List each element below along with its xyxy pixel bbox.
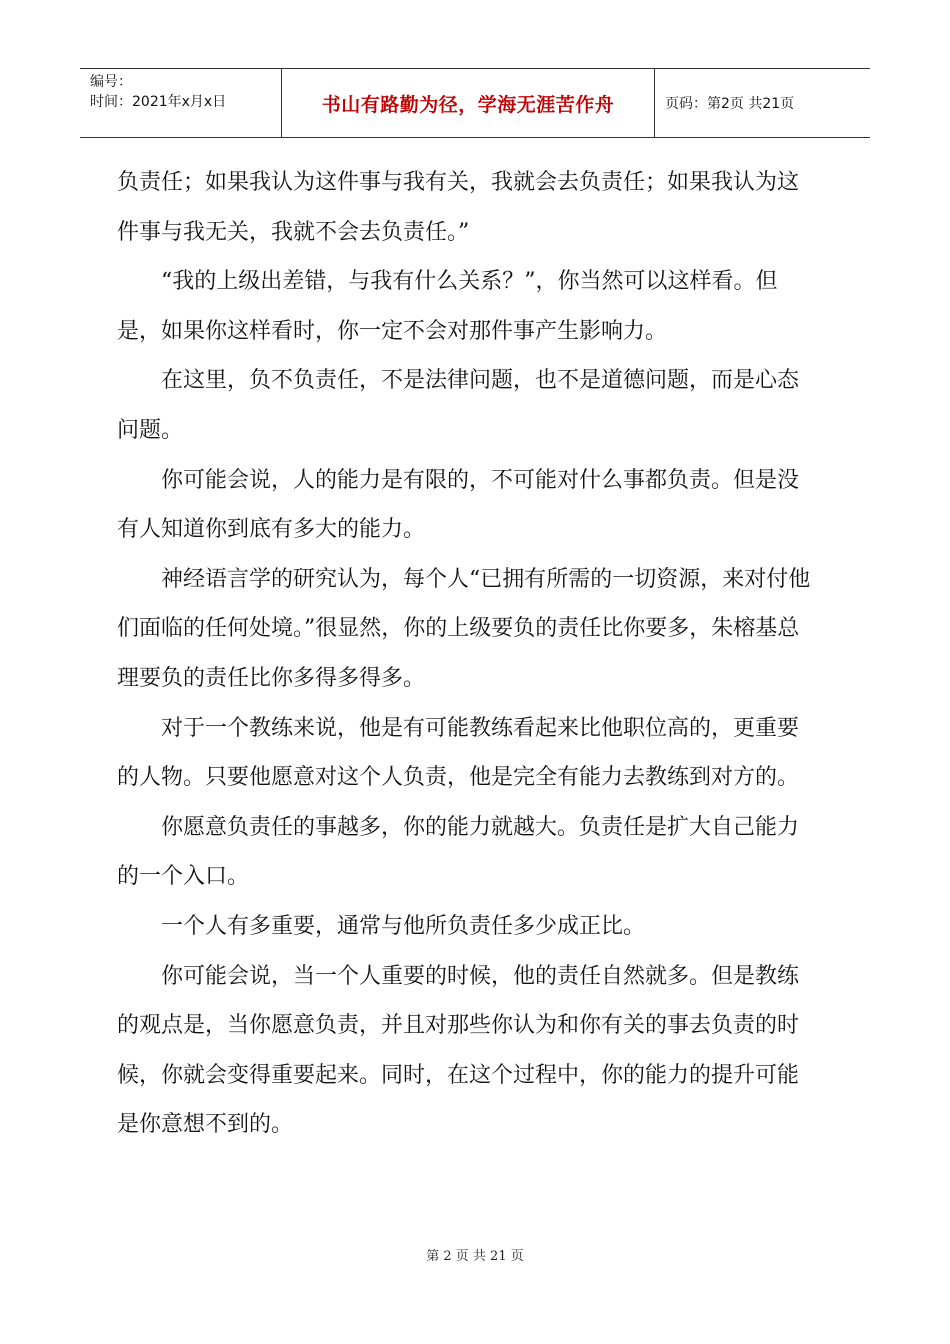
header-page-info: 页码：第2页 共21页 [665, 96, 795, 112]
paragraph-1: 负责任；如果我认为这件事与我有关，我就会去负责任；如果我认为这件事与我无关，我就不会去负责任。” [117, 170, 800, 245]
document-body [117, 158, 817, 1150]
paragraph-9: 你可能会说，当一个人重要的时候，他的责任自然就多。但是教练的观点是，当你愿意负责，并且对那些你认为和你有关的事去负责的时候，你就会变得重要起来。同时，在这个过程中，你的能力的提升可能是你意想不到的。 [117, 963, 800, 1138]
number-label: 编号： [90, 74, 132, 90]
paragraph-6: 对于一个教练来说，他是有可能教练看起来比他职位高的，更重要的人物。只要他愿意对这个人负责，他是完全有能力去教练到对方的。 [117, 715, 800, 791]
time-label: 时间：2021年x月x日 [90, 94, 227, 110]
paragraph-4: 你可能会说，人的能力是有限的，不可能对什么事都负责。但是没有人知道你到底有多大的能力。 [117, 467, 800, 543]
paragraph-8: 一个人有多重要，通常与他所负责任多少成正比。 [117, 913, 646, 939]
paragraph-5: 神经语言学的研究认为，每个人“已拥有所需的一切资源，来对付他们面临的任何处境。”很显然，你的上级要负的责任比你要多，朱榕基总理要负的责任比你多得多得多。 [117, 566, 811, 691]
paragraph-3: 在这里，负不负责任，不是法律问题，也不是道德问题，而是心态问题。 [117, 368, 800, 443]
page-footer: 第 2 页 共 21 页 [426, 1249, 524, 1264]
page-header [80, 68, 870, 138]
paragraph-7: 你愿意负责任的事越多，你的能力就越大。负责任是扩大自己能力的一个入口。 [117, 814, 800, 890]
header-meta [80, 69, 281, 137]
paragraph-2: “我的上级出差错，与我有什么关系？”，你当然可以这样看。但是，如果你这样看时，你一定不会对那件事产生影响力。 [117, 269, 778, 344]
header-motto: 书山有路勤为径，学海无涯苦作舟 [281, 69, 655, 137]
